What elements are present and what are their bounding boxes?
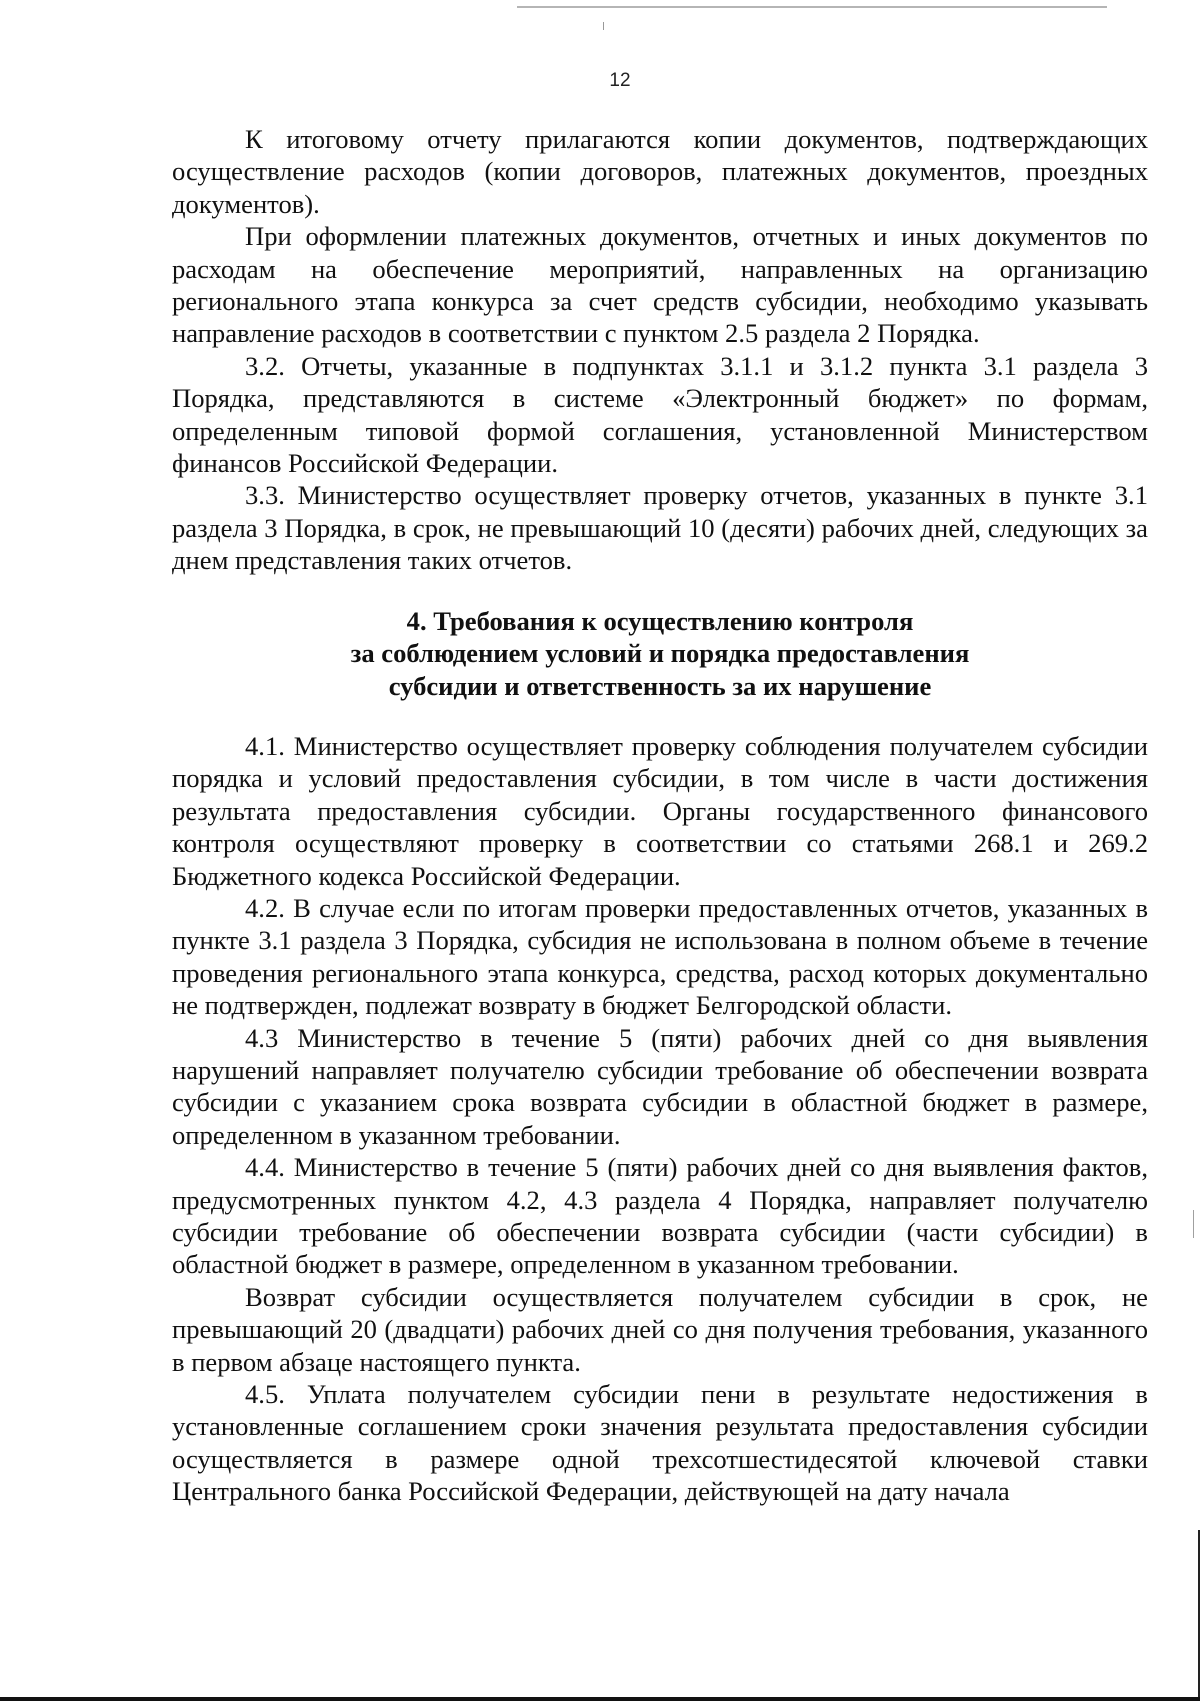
paragraph-4-2: 4.2. В случае если по итогам проверки предоставленных отчетов, указанных в пункте 3.1 раздела 3 Порядка, субсидия не использована в полном объеме в течение проведения регионального этапа конкурса, средства, расход которых документально не подтвержден, подлежат возврату в бюджет Белгородской области. — [172, 892, 1148, 1021]
heading-line-1: 4. Требования к осуществлению контроля — [406, 605, 914, 636]
paragraph-refund-term: Возврат субсидии осуществляется получателем субсидии в срок, не превышающий 20 (двадцати) рабочих дней со дня получения требования, указанного в первом абзаце настоящего пункта. — [172, 1281, 1148, 1377]
paragraph-payment-docs: При оформлении платежных документов, отчетных и иных документов по расходам на обеспечение мероприятий, направленных на организацию регионального этапа конкурса за счет средств субсидии, необходимо указывать направление расходов в соответствии с пунктом 2.5 раздела 2 Порядка. — [172, 221, 1148, 349]
paragraph-3-3: 3.3. Министерство осуществляет проверку отчетов, указанных в пункте 3.1 раздела 3 Порядка, в срок, не превышающий 10 (десяти) рабочих дней, следующих за днем представления таких отчетов. — [172, 480, 1148, 576]
paragraph-4-3: 4.3 Министерство в течение 5 (пяти) рабочих дней со дня выявления нарушений направляет получателю субсидии требование об обеспечении возврата субсидии с указанием срока возврата субсидии в областной бюджет в размере, определенном в указанном требовании. — [172, 1022, 1148, 1150]
top-tick-mark — [603, 22, 604, 30]
document-body — [172, 123, 1148, 1508]
bottom-scan-edge — [0, 1697, 1200, 1701]
paragraph-3-2: 3.2. Отчеты, указанные в подпунктах 3.1.1 и 3.1.2 пункта 3.1 раздела 3 Порядка, представляются в системе «Электронный бюджет» по формам, определенным типовой формой соглашения, установленной Министерством финансов Российской Федерации. — [172, 350, 1148, 479]
paragraph-4-5: 4.5. Уплата получателем субсидии пени в результате недостижения в установленные соглашением сроки значения результата предоставления субсидии осуществляется в размере одной трехсотшестидесятой ключевой ставки Центрального банка Российской Федерации, действующей на дату начала — [172, 1379, 1148, 1507]
right-margin-mark — [1193, 1210, 1194, 1238]
section-4-heading — [172, 605, 1148, 702]
top-scan-rule — [517, 6, 1107, 8]
heading-line-3: субсидии и ответственность за их нарушение — [388, 670, 932, 701]
paragraph-attachments: К итоговому отчету прилагаются копии документов, подтверждающих осуществление расходов (копии договоров, платежных документов, проездных документов). — [172, 124, 1148, 219]
heading-line-2: за соблюдением условий и порядка предоставления — [350, 638, 970, 669]
paragraph-4-4: 4.4. Министерство в течение 5 (пяти) рабочих дней со дня выявления фактов, предусмотренных пунктом 4.2, 4.3 раздела 4 Порядка, направляет получателю субсидии требование об обеспечении возврата субсидии (части субсидии) в областной бюджет в размере, определенном в указанном требовании. — [172, 1152, 1148, 1280]
page-number: 12 — [609, 70, 631, 91]
paragraph-4-1: 4.1. Министерство осуществляет проверку соблюдения получателем субсидии порядка и условий предоставления субсидии, в том числе в части достижения результата предоставления субсидии. Органы государственного финансового контроля осуществляют проверку в соответствии со статьями 268.1 и 269.2 Бюджетного кодекса Российской Федерации. — [172, 730, 1148, 891]
